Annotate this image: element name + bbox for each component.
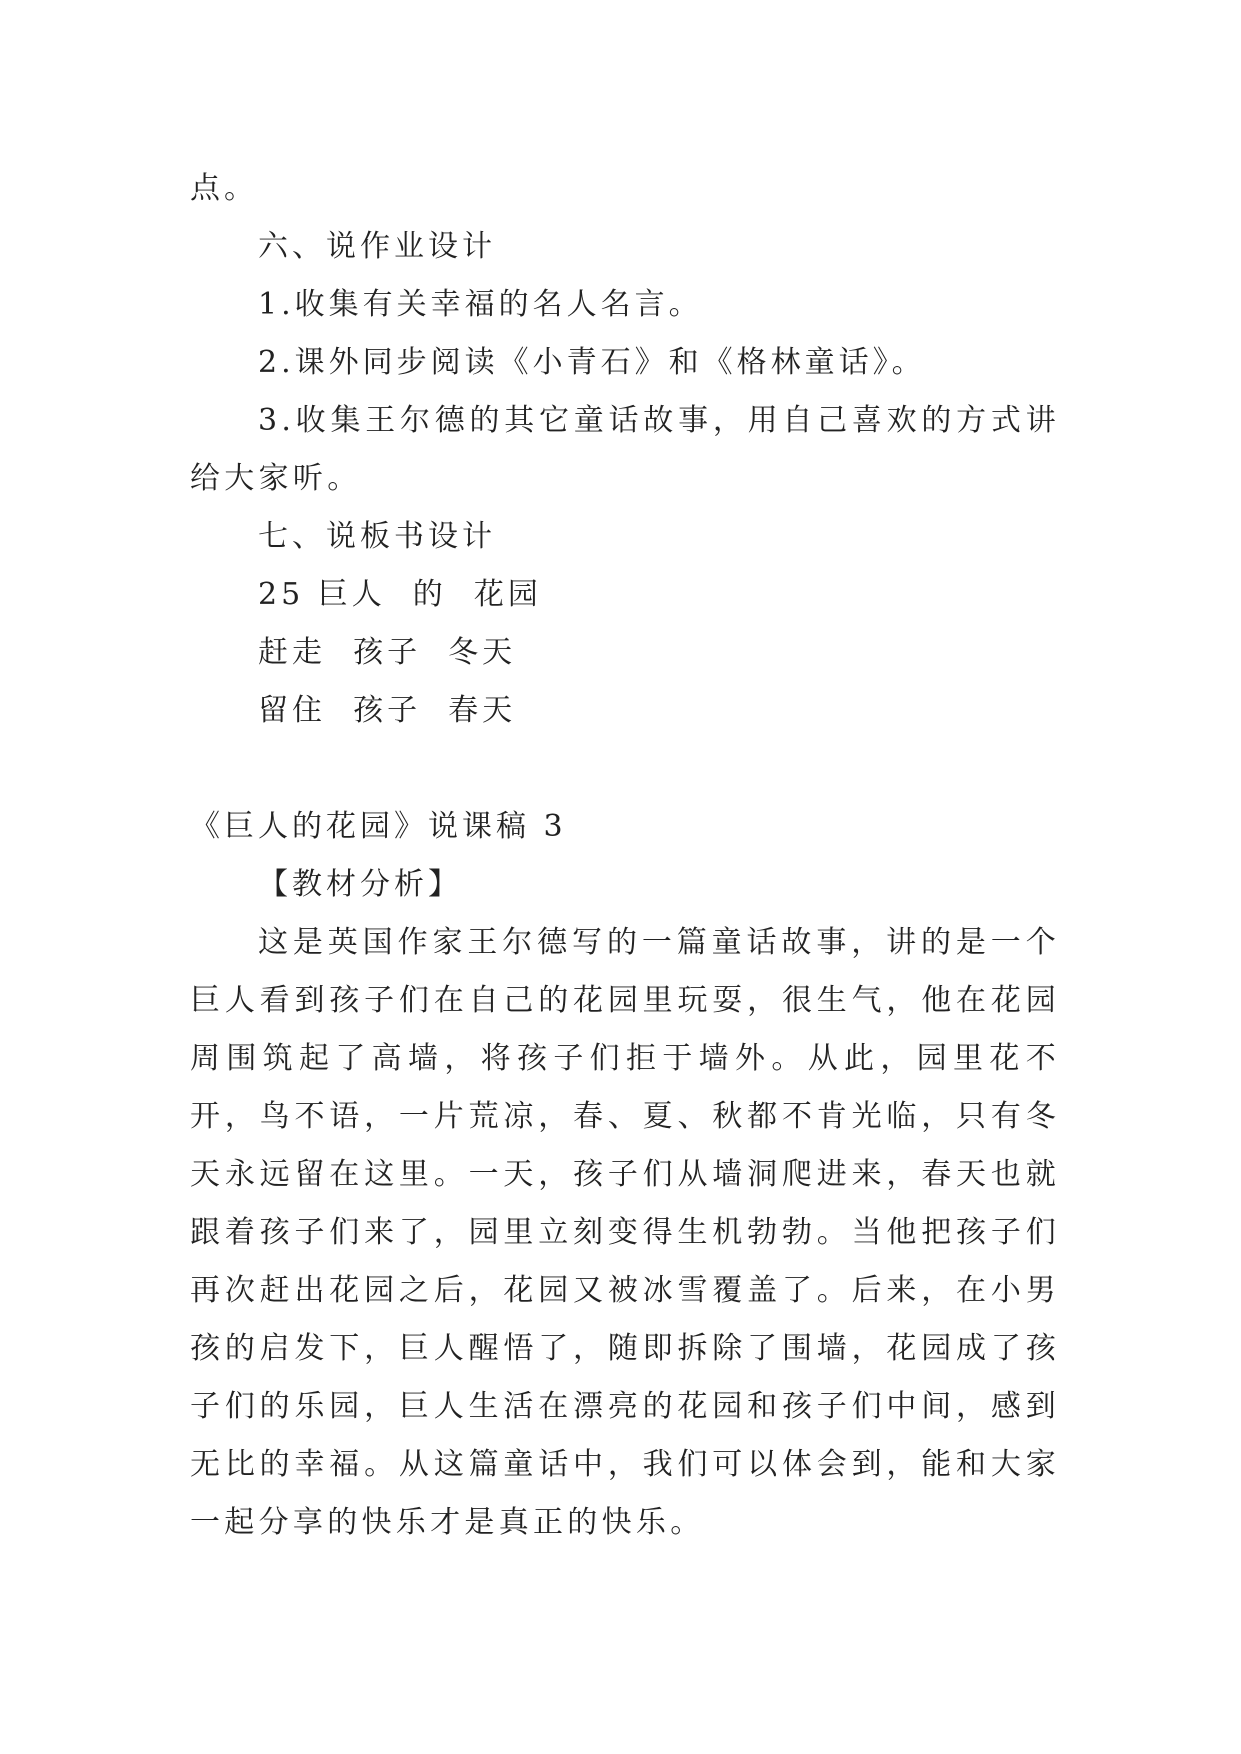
analysis-heading: 【教材分析】	[258, 867, 462, 902]
blank-spacer	[190, 740, 1060, 798]
homework-item-1: 1.收集有关幸福的名人名言。	[258, 287, 703, 322]
analysis-paragraph: 这是英国作家王尔德写的一篇童话故事，讲的是一个巨人看到孩子们在自己的花园里玩耍，很生气，他在花园周围筑起了高墙，将孩子们拒于墙外。从此，园里花不开，鸟不语，一片荒凉，春、夏、秋都不肯光临，只有冬天永远留在这里。一天，孩子们从墙洞爬进来，春天也就跟着孩子们来了，园里立刻变得生机勃勃。当他把孩子们再次赶出花园之后，花园又被冰雪覆盖了。后来，在小男孩的启发下，巨人醒悟了，随即拆除了围墙，花园成了孩子们的乐园，巨人生活在漂亮的花园和孩子们中间，感到无比的幸福。从这篇童话中，我们可以体会到，能和大家一起分享的快乐才是真正的快乐。	[190, 925, 1060, 1540]
homework-item-2: 2.课外同步阅读《小青石》和《格林童话》。	[258, 345, 926, 380]
board-design-line-1: 25 巨人 的 花园	[258, 577, 542, 612]
homework-item-3: 3.收集王尔德的其它童话故事，用自己喜欢的方式讲给大家听。	[190, 403, 1060, 496]
document-page	[190, 160, 1060, 1552]
section-six-heading: 六、说作业设计	[258, 229, 496, 264]
continuation-text: 点。	[190, 171, 258, 206]
board-design-line-2: 赶走 孩子 冬天	[258, 635, 517, 670]
board-design-line-3: 留住 孩子 春天	[258, 693, 517, 728]
section-seven-heading: 七、说板书设计	[258, 519, 496, 554]
document-title: 《巨人的花园》说课稿 3	[190, 809, 567, 844]
